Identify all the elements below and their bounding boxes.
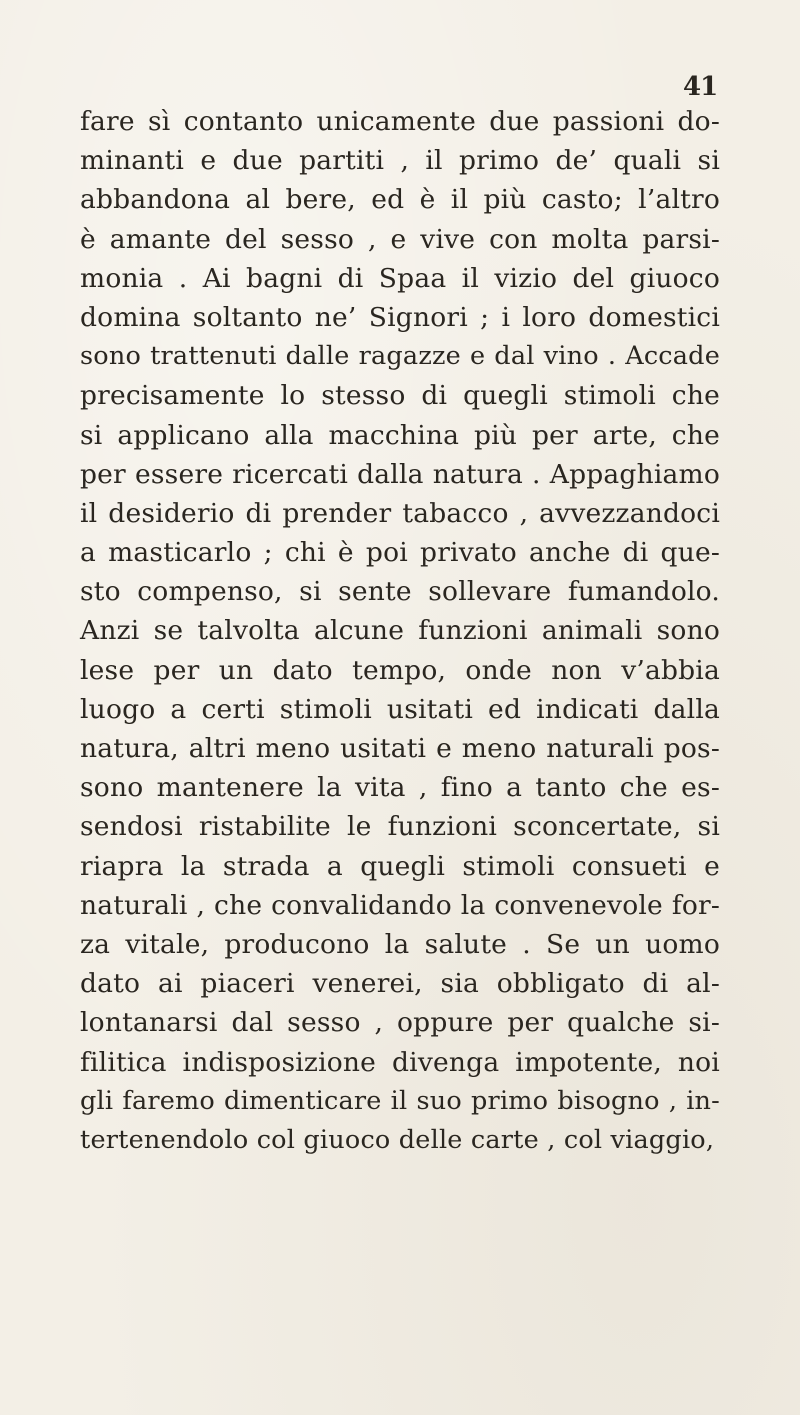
text-line: Anzi se talvolta alcune funzioni animali sono (80, 615, 720, 647)
text-line: sendosi ristabilite le funzioni sconcertate, si (80, 811, 720, 843)
text-line: per essere ricercati dalla natura . Appaghiamo (80, 458, 720, 490)
text-line: luogo a certi stimoli usitati ed indicati dalla (80, 693, 720, 725)
text-line: si applicano alla macchina più per arte, che (80, 419, 720, 451)
text-line: lese per un dato tempo, onde non v’abbia (80, 654, 720, 686)
text-line: sono mantenere la vita , fino a tanto che es- (80, 772, 720, 804)
text-line: abbandona al bere, ed è il più casto; l’altro (80, 184, 720, 216)
text-line: sono trattenuti dalle ragazze e dal vino . Accade (80, 341, 720, 372)
text-line: domina soltanto ne’ Signori ; i loro domestici (80, 301, 720, 333)
text-line: filitica indisposizione divenga impotente, noi (80, 1046, 720, 1078)
text-line: a masticarlo ; chi è poi privato anche di que- (80, 537, 720, 569)
text-line: natura, altri meno usitati e meno naturali pos- (80, 733, 720, 764)
page-number: 41 (683, 72, 718, 102)
text-line: dato ai piaceri venerei, sia obbligato di al- (80, 968, 720, 1000)
text-line: è amante del sesso , e vive con molta parsi- (80, 223, 720, 255)
text-line: tertenendolo col giuoco delle carte , col viaggio, (80, 1124, 715, 1155)
text-line: minanti e due partiti , il primo de’ quali si (80, 145, 720, 177)
text-line: lontanarsi dal sesso , oppure per qualche si- (80, 1007, 720, 1039)
text-line: naturali , che convalidando la convenevole for- (80, 889, 720, 921)
text-line: sto compenso, si sente sollevare fumandolo. (80, 576, 720, 608)
text-line: gli faremo dimenticare il suo primo bisogno , in- (80, 1085, 720, 1116)
body-text (80, 102, 720, 1160)
text-line: riapra la strada a quegli stimoli consueti e (80, 850, 720, 882)
text-line: monia . Ai bagni di Spaa il vizio del giuoco (80, 262, 720, 294)
text-line: fare sì contanto unicamente due passioni do- (80, 106, 720, 137)
text-line: precisamente lo stesso di quegli stimoli che (80, 380, 720, 412)
text-line: za vitale, producono la salute . Se un uomo (80, 928, 720, 960)
text-line: il desiderio di prender tabacco , avvezzandoci (80, 497, 720, 529)
